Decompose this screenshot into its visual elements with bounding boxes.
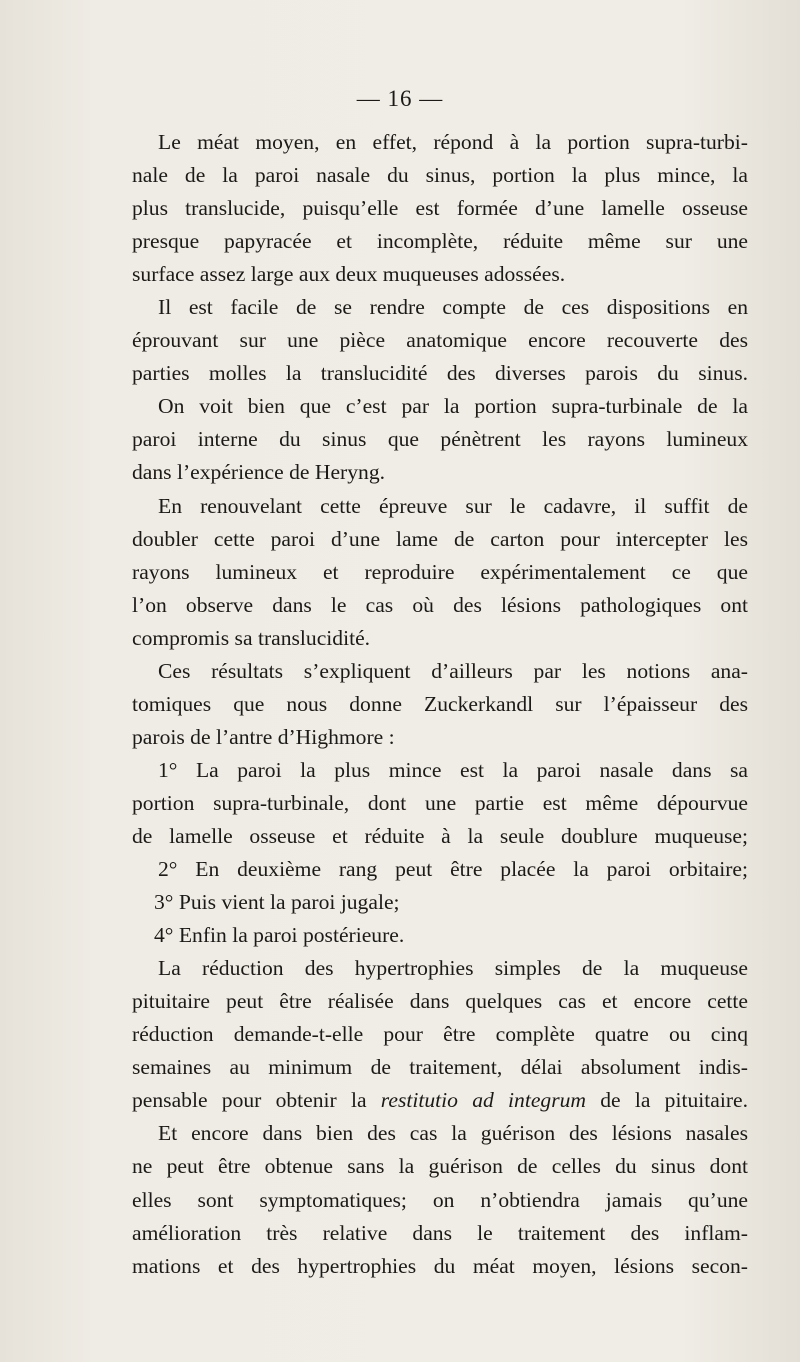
text-line: elles sont symptomatiques; on n’obtiendra jamais qu’une — [132, 1187, 748, 1212]
body-text — [132, 126, 748, 1283]
text-line — [132, 1084, 748, 1117]
text-line: presque papyracée et incomplète, réduite même sur une — [132, 229, 748, 254]
text-line: portion supra-turbinale, dont une partie est même dépourvue — [132, 790, 748, 815]
text-line: dans l’expérience de Heryng. — [132, 460, 386, 485]
text-span: de la pituitaire. — [586, 1088, 748, 1113]
text-line: ne peut être obtenue sans la guérison de celles du sinus dont — [132, 1154, 748, 1179]
text-line: Le méat moyen, en effet, répond à la portion supra-turbi- — [158, 130, 748, 154]
text-line: de lamelle osseuse et réduite à la seule doublure muqueuse; — [132, 823, 748, 848]
text-line: surface assez large aux deux muqueuses adossées. — [132, 262, 566, 287]
text-line: parois de l’antre d’Highmore : — [132, 724, 395, 749]
text-line: On voit bien que c’est par la portion supra-turbinale de la — [158, 394, 748, 419]
text-line: Ces résultats s’expliquent d’ailleurs par les notions ana- — [158, 658, 748, 683]
text-line: réduction demande-t-elle pour être complète quatre ou cinq — [132, 1022, 748, 1047]
text-line: 4° Enfin la paroi postérieure. — [154, 923, 405, 948]
text-line: Il est facile de se rendre compte de ces dispositions en — [158, 295, 748, 320]
text-line: La réduction des hypertrophies simples de la muqueuse — [158, 956, 748, 981]
page-number: — 16 — — [356, 86, 444, 111]
text-line: pituitaire peut être réalisée dans quelques cas et encore cette — [132, 989, 748, 1014]
text-line: parties molles la translucidité des diverses parois du sinus. — [132, 361, 748, 386]
text-line: Et encore dans bien des cas la guérison des lésions nasales — [158, 1121, 748, 1146]
text-line: amélioration très relative dans le traitement des inflam- — [132, 1220, 748, 1245]
italic-phrase: restitutio ad integrum — [380, 1088, 586, 1113]
text-line: semaines au minimum de traitement, délai absolument indis- — [132, 1055, 748, 1080]
text-line: mations et des hypertrophies du méat moyen, lésions secon- — [132, 1253, 748, 1278]
text-line: 2° En deuxième rang peut être placée la paroi orbitaire; — [158, 857, 748, 882]
text-span: pensable pour obtenir la — [132, 1088, 381, 1113]
text-line: 3° Puis vient la paroi jugale; — [154, 890, 400, 915]
text-line: tomiques que nous donne Zuckerkandl sur l’épaisseur des — [132, 691, 748, 716]
text-line: l’on observe dans le cas où des lésions pathologiques ont — [132, 592, 748, 617]
text-line: En renouvelant cette épreuve sur le cadavre, il suffit de — [158, 493, 748, 518]
text-line: paroi interne du sinus que pénètrent les rayons lumineux — [132, 427, 748, 452]
text-line: compromis sa translucidité. — [132, 625, 371, 650]
text-line: doubler cette paroi d’une lame de carton pour intercepter les — [132, 526, 748, 551]
text-line: plus translucide, puisqu’elle est formée d’une lamelle osseuse — [132, 196, 748, 221]
text-line: rayons lumineux et reproduire expérimentalement ce que — [132, 559, 748, 584]
text-line: éprouvant sur une pièce anatomique encore recouverte des — [132, 328, 748, 353]
text-line: 1° La paroi la plus mince est la paroi nasale dans sa — [158, 757, 748, 782]
text-line: nale de la paroi nasale du sinus, portion la plus mince, la — [132, 163, 748, 188]
